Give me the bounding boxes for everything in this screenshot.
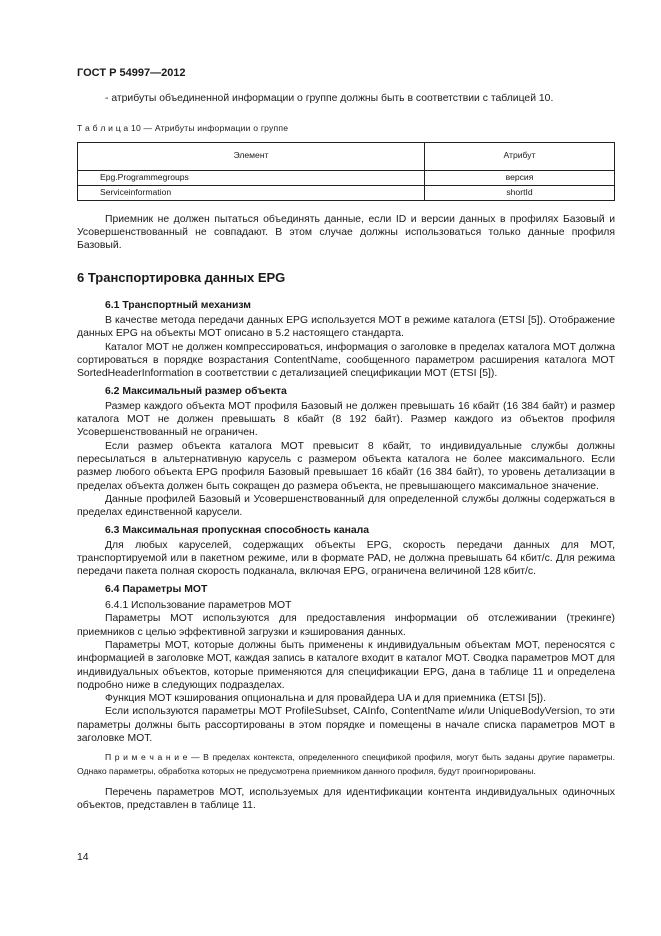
document-id: ГОСТ Р 54997—2012 [77, 67, 186, 79]
column-header-element: Элемент [78, 142, 425, 170]
paragraph: Каталог MOT не должен компрессироваться, информация о заголовке в пределах каталога MOT должна сортироваться в порядке возрастания ContentName, сообщенного параметром расширения каталога MOT SortedHeaderInformation в соответствии с детализацией спецификации MOT (ETSI [5]). [77, 341, 615, 380]
paragraph: В качестве метода передачи данных EPG используется MOT в режиме каталога (ETSI [5]). Отображение данных EPG на объекты MOT описано в 5.2 настоящего стандарта. [77, 315, 615, 340]
note: П р и м е ч а н и е — В пределах контекста, определенного спецификой профиля, могут быть заданы другие параметры. Однако параметры, обработка которых не предусмотрена приемником данного профиля, будут проигнорированы. [77, 752, 615, 776]
paragraph: Приемник не должен пытаться объединять данные, если ID и версии данных в профилях Базовый и Усовершенствованный не совпадают. В этом случае должны использоваться только данные профиля Базовый. [77, 213, 615, 252]
subsection-heading: 6.4 Параметры MOT [105, 583, 208, 595]
subsubsection-heading: 6.4.1 Использование параметров MOT [105, 600, 292, 612]
paragraph: Перечень параметров MOT, используемых для идентификации контента индивидуальных одиночных объектов, представлен в таблице 11. [77, 786, 615, 812]
attributes-table [77, 142, 615, 201]
paragraph: Функция MOT кэширования опциональна и для провайдера UA и для приемника (ETSI [5]). [105, 693, 546, 705]
subsection-heading: 6.1 Транспортный механизм [105, 299, 251, 311]
table-cell: Epg.Programmegroups [78, 170, 425, 185]
paragraph: Если размер объекта каталога MOT превысит 8 кбайт, то индивидуальные службы должны пересылаться в альтернативную карусель с размером объекта каталога не более максимального. Если размер любого объекта EPG профиля Базовый превышает 16 кбайт (16 384 байт), то уровень детализации в пределах объекта должен быть сокращен до размера объекта, не превышающего максимальное значение. [77, 440, 615, 492]
table-cell: shortId [425, 185, 615, 200]
table-caption: Т а б л и ц а 10 — Атрибуты информации о группе [77, 123, 289, 134]
column-header-attribute: Атрибут [425, 142, 615, 170]
paragraph: Параметры MOT, которые должны быть применены к индивидуальным объектам MOT, переносятся с информацией в заголовке MOT, каждая запись в каталоге входит в каталог MOT. Сводка параметров MOT для индивидуальных объектов, которые применяются для спецификации EPG, дана в таблице 11 и определена подробно ниже в следующих подразделах. [77, 639, 615, 691]
subsection-heading: 6.3 Максимальная пропускная способность канала [105, 524, 370, 536]
paragraph: Размер каждого объекта MOT профиля Базовый не должен превышать 16 кбайт (16 384 байт) и размер каталога MOT не должен превышать 8 кбайт (8 192 байт). Размер каждого из объектов профиля Усовершенствованный не ограничен. [77, 400, 615, 439]
paragraph: Параметры MOT используются для предоставления информации об отслеживании (трекинге) приемников с целью эффективной загрузки и кэширования данных. [77, 613, 615, 638]
section-heading: 6 Транспортировка данных EPG [77, 270, 286, 286]
page-number: 14 [77, 852, 89, 863]
table-cell: версия [425, 170, 615, 185]
subsection-heading: 6.2 Максимальный размер объекта [105, 385, 287, 397]
paragraph: Если используются параметры MOT ProfileSubset, CAInfo, ContentName и/или UniqueBodyVersion, то эти параметры должны быть рассортированы в этом порядке и помещены в начале списка параметров MOT в заголовке MOT. [77, 706, 615, 744]
paragraph: Для любых каруселей, содержащих объекты EPG, скорость передачи данных для MOT, транспортируемой или в пакетном режиме, или в формате PAD, не должна превышать 64 кбит/с. Для режима передачи пакета полная скорость подканала, включая EPG, ограничена величиной 128 кбит/с. [77, 539, 615, 578]
table-cell: Serviceinformation [78, 185, 425, 200]
intro-paragraph: - атрибуты объединенной информации о группе должны быть в соответствии с таблицей 10. [105, 93, 554, 104]
paragraph: Данные профилей Базовый и Усовершенствованный для определенной службы должны содержаться в пределах единственной карусели. [77, 493, 615, 519]
table-row [78, 185, 615, 200]
table-header-row [78, 142, 615, 170]
table-row [78, 170, 615, 185]
page-content [77, 92, 615, 812]
